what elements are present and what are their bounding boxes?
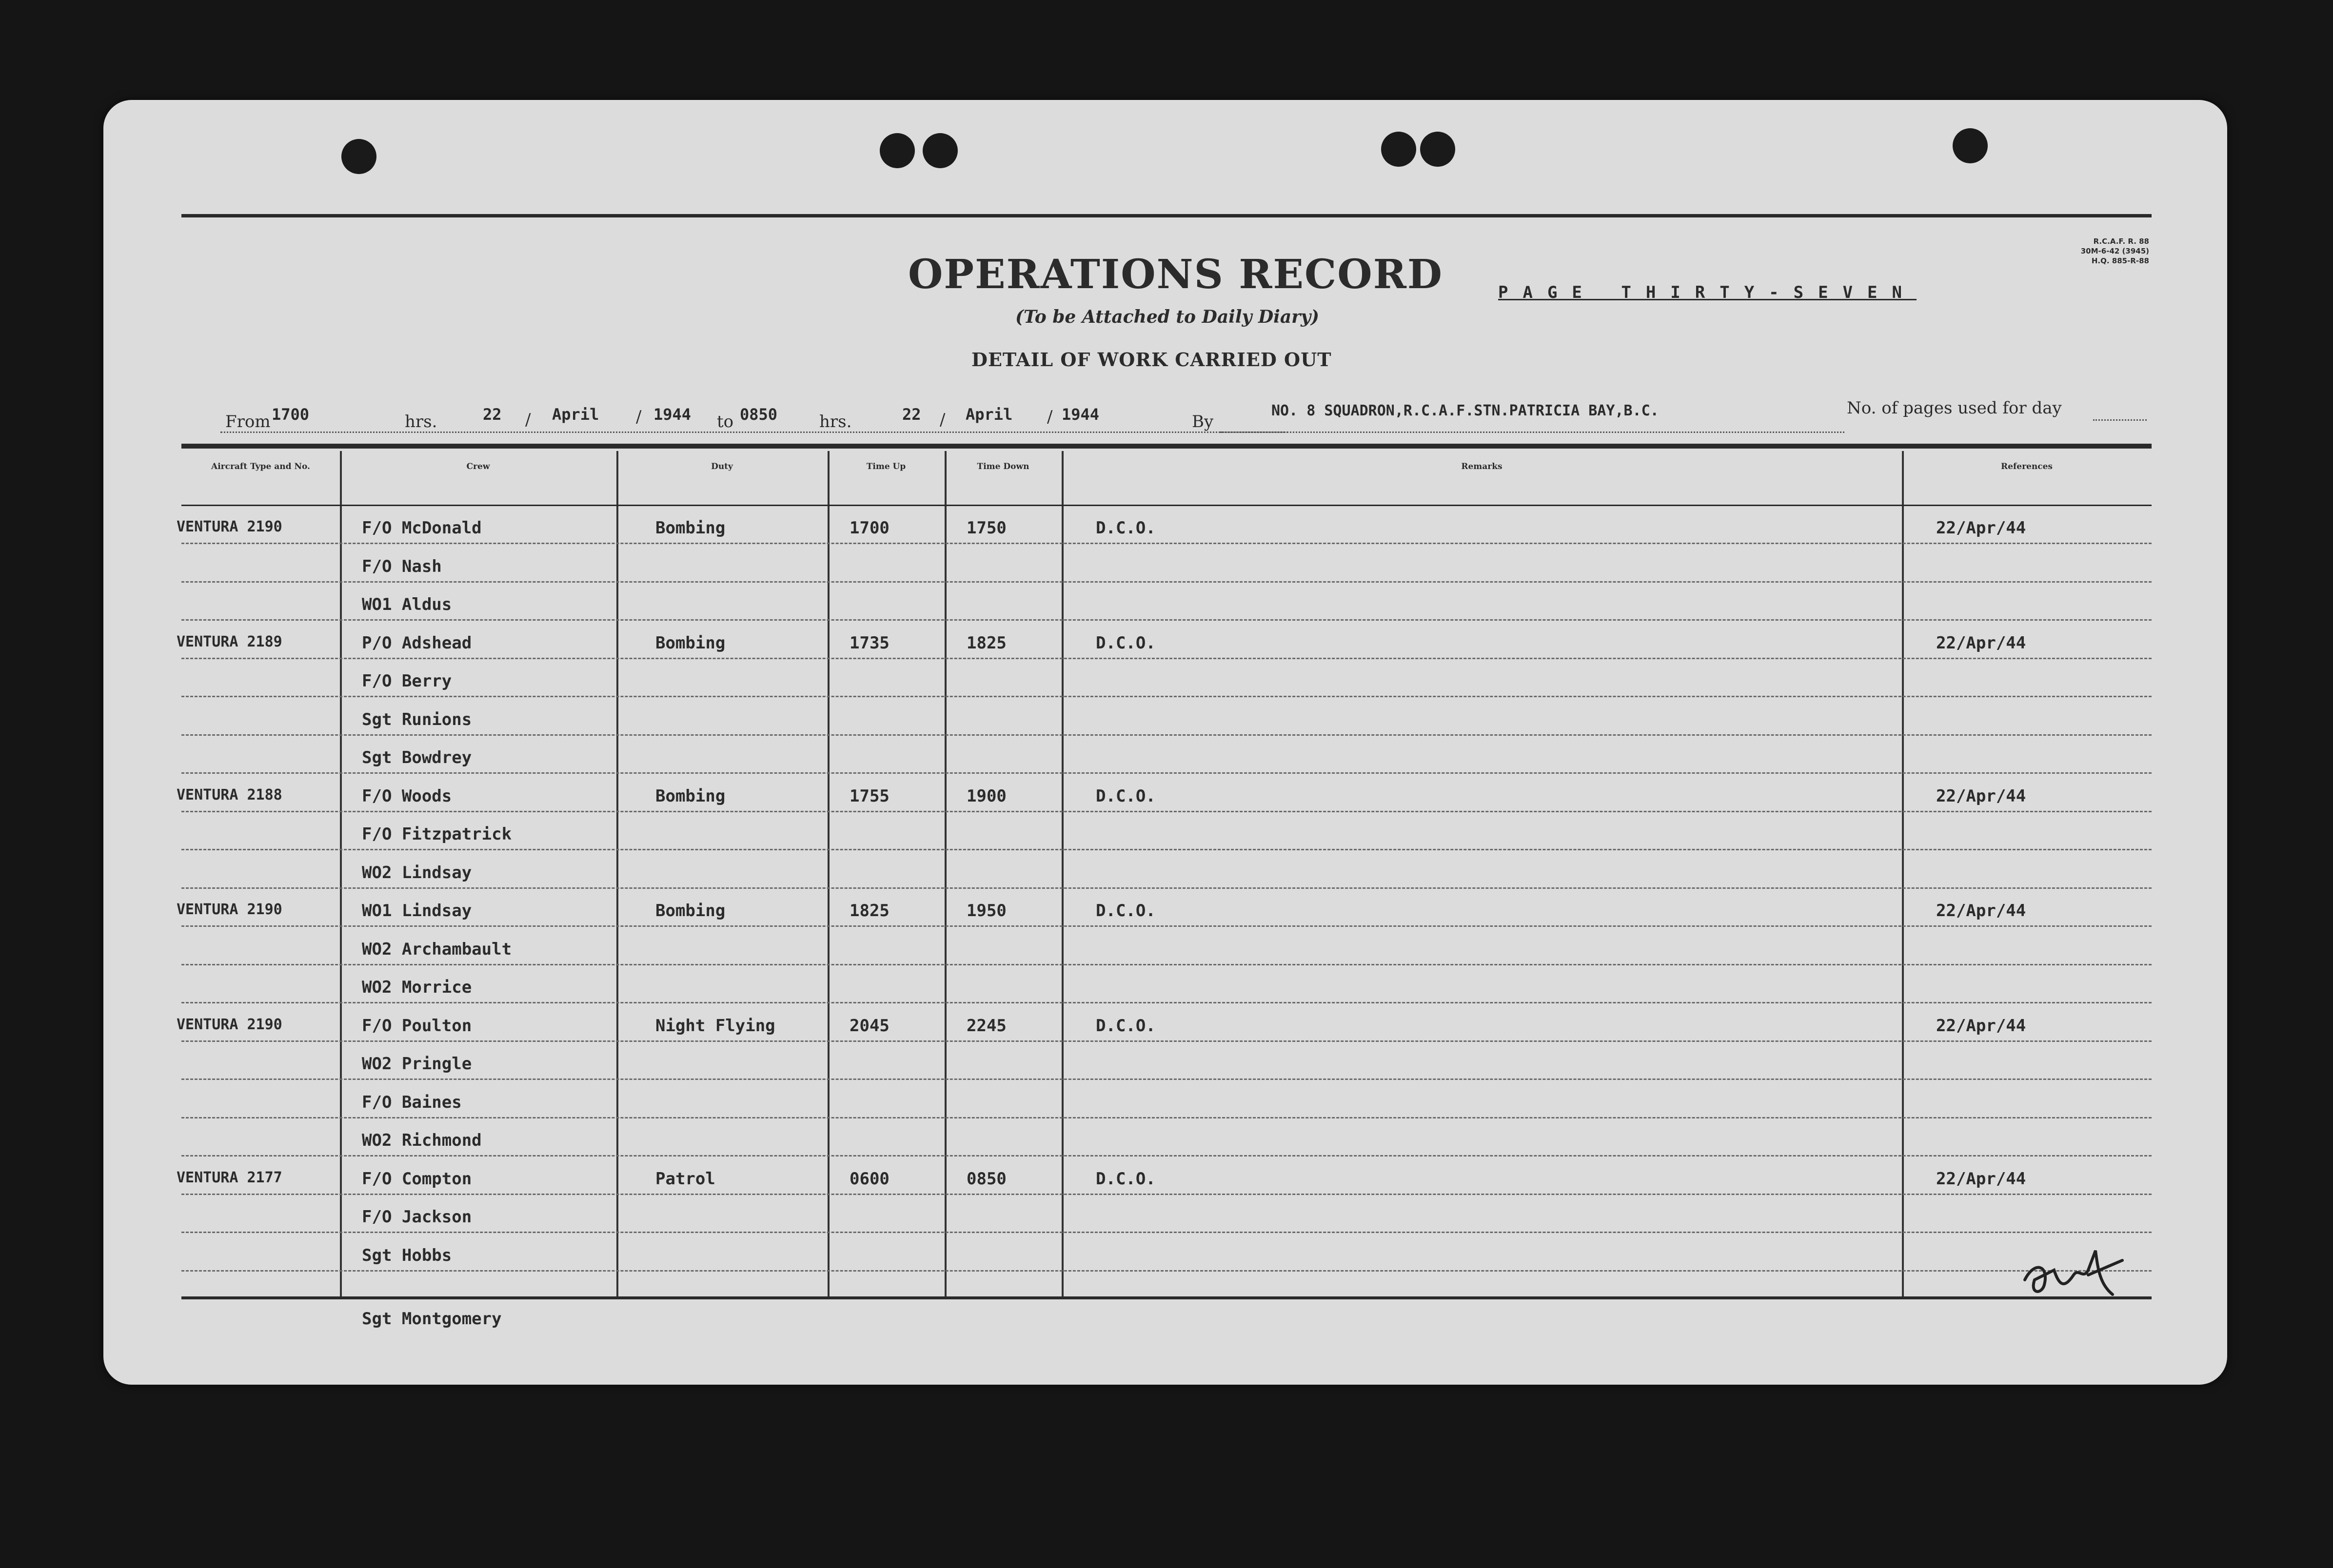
from-label: From (225, 412, 271, 431)
col-references-cell: 22/Apr/44 (1936, 518, 2026, 538)
col-aircraft-cell: VENTURA 2177 (177, 1169, 282, 1186)
col-crew-cell: Sgt Hobbs (362, 1245, 452, 1265)
col-crew-cell: Sgt Bowdrey (362, 748, 472, 767)
col-duty-cell: Bombing (655, 786, 726, 806)
page-label: PAGE THIRTY-SEVEN (1498, 283, 1917, 302)
signature-initials (2015, 1241, 2127, 1309)
row-ruling (181, 581, 2152, 583)
row-ruling (181, 1155, 2152, 1156)
col-remarks-cell: D.C.O. (1096, 1016, 1156, 1036)
col-aircraft-cell: VENTURA 2189 (177, 633, 282, 650)
row-ruling (181, 696, 2152, 697)
to-day: 22 (902, 405, 921, 424)
col-time-down-cell: 1750 (967, 518, 1007, 538)
row-ruling (181, 1232, 2152, 1233)
col-aircraft-cell: VENTURA 2190 (177, 518, 282, 535)
col-references-cell: 22/Apr/44 (1936, 901, 2026, 921)
col-time-down-cell: 1900 (967, 786, 1007, 806)
from-month: April (552, 405, 599, 424)
column-divider (340, 451, 342, 1296)
col-aircraft-cell: VENTURA 2190 (177, 1016, 282, 1033)
column-divider (1902, 451, 1904, 1296)
col-crew-cell: WO1 Lindsay (362, 901, 472, 921)
col-duty-cell: Night Flying (655, 1016, 775, 1036)
col-references-cell: 22/Apr/44 (1936, 1169, 2026, 1189)
col-duty-cell: Patrol (655, 1169, 715, 1189)
row-ruling (181, 925, 2152, 927)
col-crew-cell: F/O Jackson (362, 1207, 472, 1227)
col-remarks-cell: D.C.O. (1096, 633, 1156, 653)
column-divider (828, 451, 830, 1296)
hrs-label-2: hrs. (819, 412, 852, 431)
col-crew-cell: WO2 Lindsay (362, 862, 472, 882)
col-duty-cell: Bombing (655, 901, 726, 921)
from-day: 22 (483, 405, 502, 424)
header-col-time-up: Time Up (866, 462, 906, 471)
row-ruling (181, 964, 2152, 965)
col-time-up-cell: 1700 (850, 518, 890, 538)
to-year: 1944 (1062, 405, 1100, 424)
col-crew-cell: WO2 Morrice (362, 978, 472, 997)
col-remarks-cell: D.C.O. (1096, 518, 1156, 538)
col-time-up-cell: 2045 (850, 1016, 890, 1036)
overflow-crew: Sgt Montgomery (362, 1309, 502, 1329)
table-top-rule (181, 444, 2152, 449)
row-ruling (181, 734, 2152, 736)
header-underline (181, 505, 2152, 506)
col-references-cell: 22/Apr/44 (1936, 1016, 2026, 1036)
col-aircraft-cell: VENTURA 2188 (177, 786, 282, 804)
row-ruling (181, 849, 2152, 850)
record-title: OPERATIONS RECORD (908, 251, 1443, 298)
punch-hole (1381, 132, 1416, 167)
header-col-references: References (2001, 462, 2053, 471)
header-col-duty: Duty (711, 462, 733, 471)
row-ruling (181, 658, 2152, 659)
punch-hole (341, 139, 376, 174)
col-crew-cell: F/O Poulton (362, 1016, 472, 1036)
by-value: NO. 8 SQUADRON,R.C.A.F.STN.PATRICIA BAY,B.C. (1271, 402, 1659, 419)
col-remarks-cell: D.C.O. (1096, 786, 1156, 806)
header-col-time-down: Time Down (977, 462, 1029, 471)
col-time-up-cell: 1735 (850, 633, 890, 653)
by-label: By (1192, 412, 1214, 431)
from-year: 1944 (653, 405, 692, 424)
form-identifier: R.C.A.F. R. 88 30M-6-42 (3945) H.Q. 885-R-88 (2080, 237, 2149, 265)
row-ruling (181, 1002, 2152, 1003)
record-subtitle: (To be Attached to Daily Diary) (1015, 307, 1320, 327)
to-time: 0850 (740, 405, 778, 424)
row-ruling (181, 619, 2152, 621)
top-rule (181, 214, 2152, 217)
col-crew-cell: F/O Berry (362, 671, 452, 691)
row-ruling (181, 811, 2152, 812)
col-references-cell: 22/Apr/44 (1936, 786, 2026, 806)
table-bottom-rule (181, 1296, 2152, 1299)
col-crew-cell: F/O Woods (362, 786, 452, 806)
to-month: April (966, 405, 1013, 424)
col-crew-cell: WO2 Pringle (362, 1054, 472, 1074)
col-aircraft-cell: VENTURA 2190 (177, 901, 282, 918)
header-col-remarks: Remarks (1461, 462, 1503, 471)
operations-record-card: OPERATIONS RECORD (To be Attached to Daily Diary) DETAIL OF WORK CARRIED OUT PAGE THIRTY-SEVEN R.C.A.F. R. 88 30M-6-42 (3945) H.Q. 885-R-88 From 1700 hrs. 22 / April / 1944 to 0850 hrs. 22 / April / 1944 By NO. 8 SQUADRON,R.C.A.F.STN.PATRICIA BAY,B.C. No. of pages used for day Aircraft Type and No. Crew Duty Time Up Time Down Remarks References VENTURA 2190 F/O McDonald Bombing 1700 1750 D.C.O. 22/Apr/44 F/O Nash WO1 Aldus VENTURA 2189 P/O Adshead Bombing 1735 1825 D.C.O. 22/Apr/44 F/O Berry Sgt Runions Sgt Bowdrey VENTURA 2188 F/O Woods Bombing 1755 1900 D.C.O. 22/Apr/44 F/O Fitzpatrick WO2 Lindsay VENTURA 2190 WO1 Lindsay Bombing 1825 1950 D.C.O. 22/Apr/44 WO2 Archambault WO2 Morrice VENTURA 2190 F/O Poulton Night Flying 2045 2245 D.C.O. 22/Apr/44 WO2 Pringle F/O Baines WO2 Richmond VENTURA 2177 F/O Compton Patrol 0600 0850 D.C.O. 22/Apr/44 F/O Jackson Sgt Hobbs Sgt Montgomery (103, 100, 2227, 1385)
detail-heading: DETAIL OF WORK CARRIED OUT (971, 349, 1332, 371)
col-time-up-cell: 0600 (850, 1169, 890, 1189)
to-label: to (717, 412, 734, 431)
col-crew-cell: WO2 Richmond (362, 1131, 482, 1150)
column-divider (945, 451, 947, 1296)
row-ruling (181, 887, 2152, 889)
pages-used-label: No. of pages used for day (1847, 398, 2062, 418)
punch-hole (923, 133, 958, 168)
col-time-down-cell: 2245 (967, 1016, 1007, 1036)
row-ruling (181, 1078, 2152, 1080)
punch-hole (1420, 132, 1455, 167)
column-divider (1062, 451, 1064, 1296)
col-crew-cell: WO2 Archambault (362, 939, 512, 959)
column-divider (616, 451, 618, 1296)
col-crew-cell: F/O Baines (362, 1092, 462, 1112)
col-remarks-cell: D.C.O. (1096, 901, 1156, 921)
col-references-cell: 22/Apr/44 (1936, 633, 2026, 653)
row-ruling (181, 1270, 2152, 1272)
col-crew-cell: P/O Adshead (362, 633, 472, 653)
row-ruling (181, 1040, 2152, 1042)
col-remarks-cell: D.C.O. (1096, 1169, 1156, 1189)
row-ruling (181, 543, 2152, 544)
col-duty-cell: Bombing (655, 518, 726, 538)
col-crew-cell: F/O McDonald (362, 518, 482, 538)
header-col-crew: Crew (466, 462, 490, 471)
header-col-aircraft: Aircraft Type and No. (211, 462, 310, 471)
col-crew-cell: F/O Fitzpatrick (362, 824, 512, 844)
col-time-down-cell: 1950 (967, 901, 1007, 921)
row-ruling (181, 1117, 2152, 1118)
col-time-up-cell: 1825 (850, 901, 890, 921)
col-crew-cell: WO1 Aldus (362, 595, 452, 614)
col-duty-cell: Bombing (655, 633, 726, 653)
hrs-label: hrs. (405, 412, 437, 431)
col-crew-cell: F/O Compton (362, 1169, 472, 1189)
row-ruling (181, 772, 2152, 774)
col-time-down-cell: 1825 (967, 633, 1007, 653)
punch-hole (1953, 128, 1988, 163)
row-ruling (181, 1194, 2152, 1195)
col-crew-cell: Sgt Runions (362, 709, 472, 729)
col-time-down-cell: 0850 (967, 1169, 1007, 1189)
from-time: 1700 (272, 405, 310, 424)
punch-hole (880, 133, 915, 168)
col-crew-cell: F/O Nash (362, 556, 442, 576)
col-time-up-cell: 1755 (850, 786, 890, 806)
